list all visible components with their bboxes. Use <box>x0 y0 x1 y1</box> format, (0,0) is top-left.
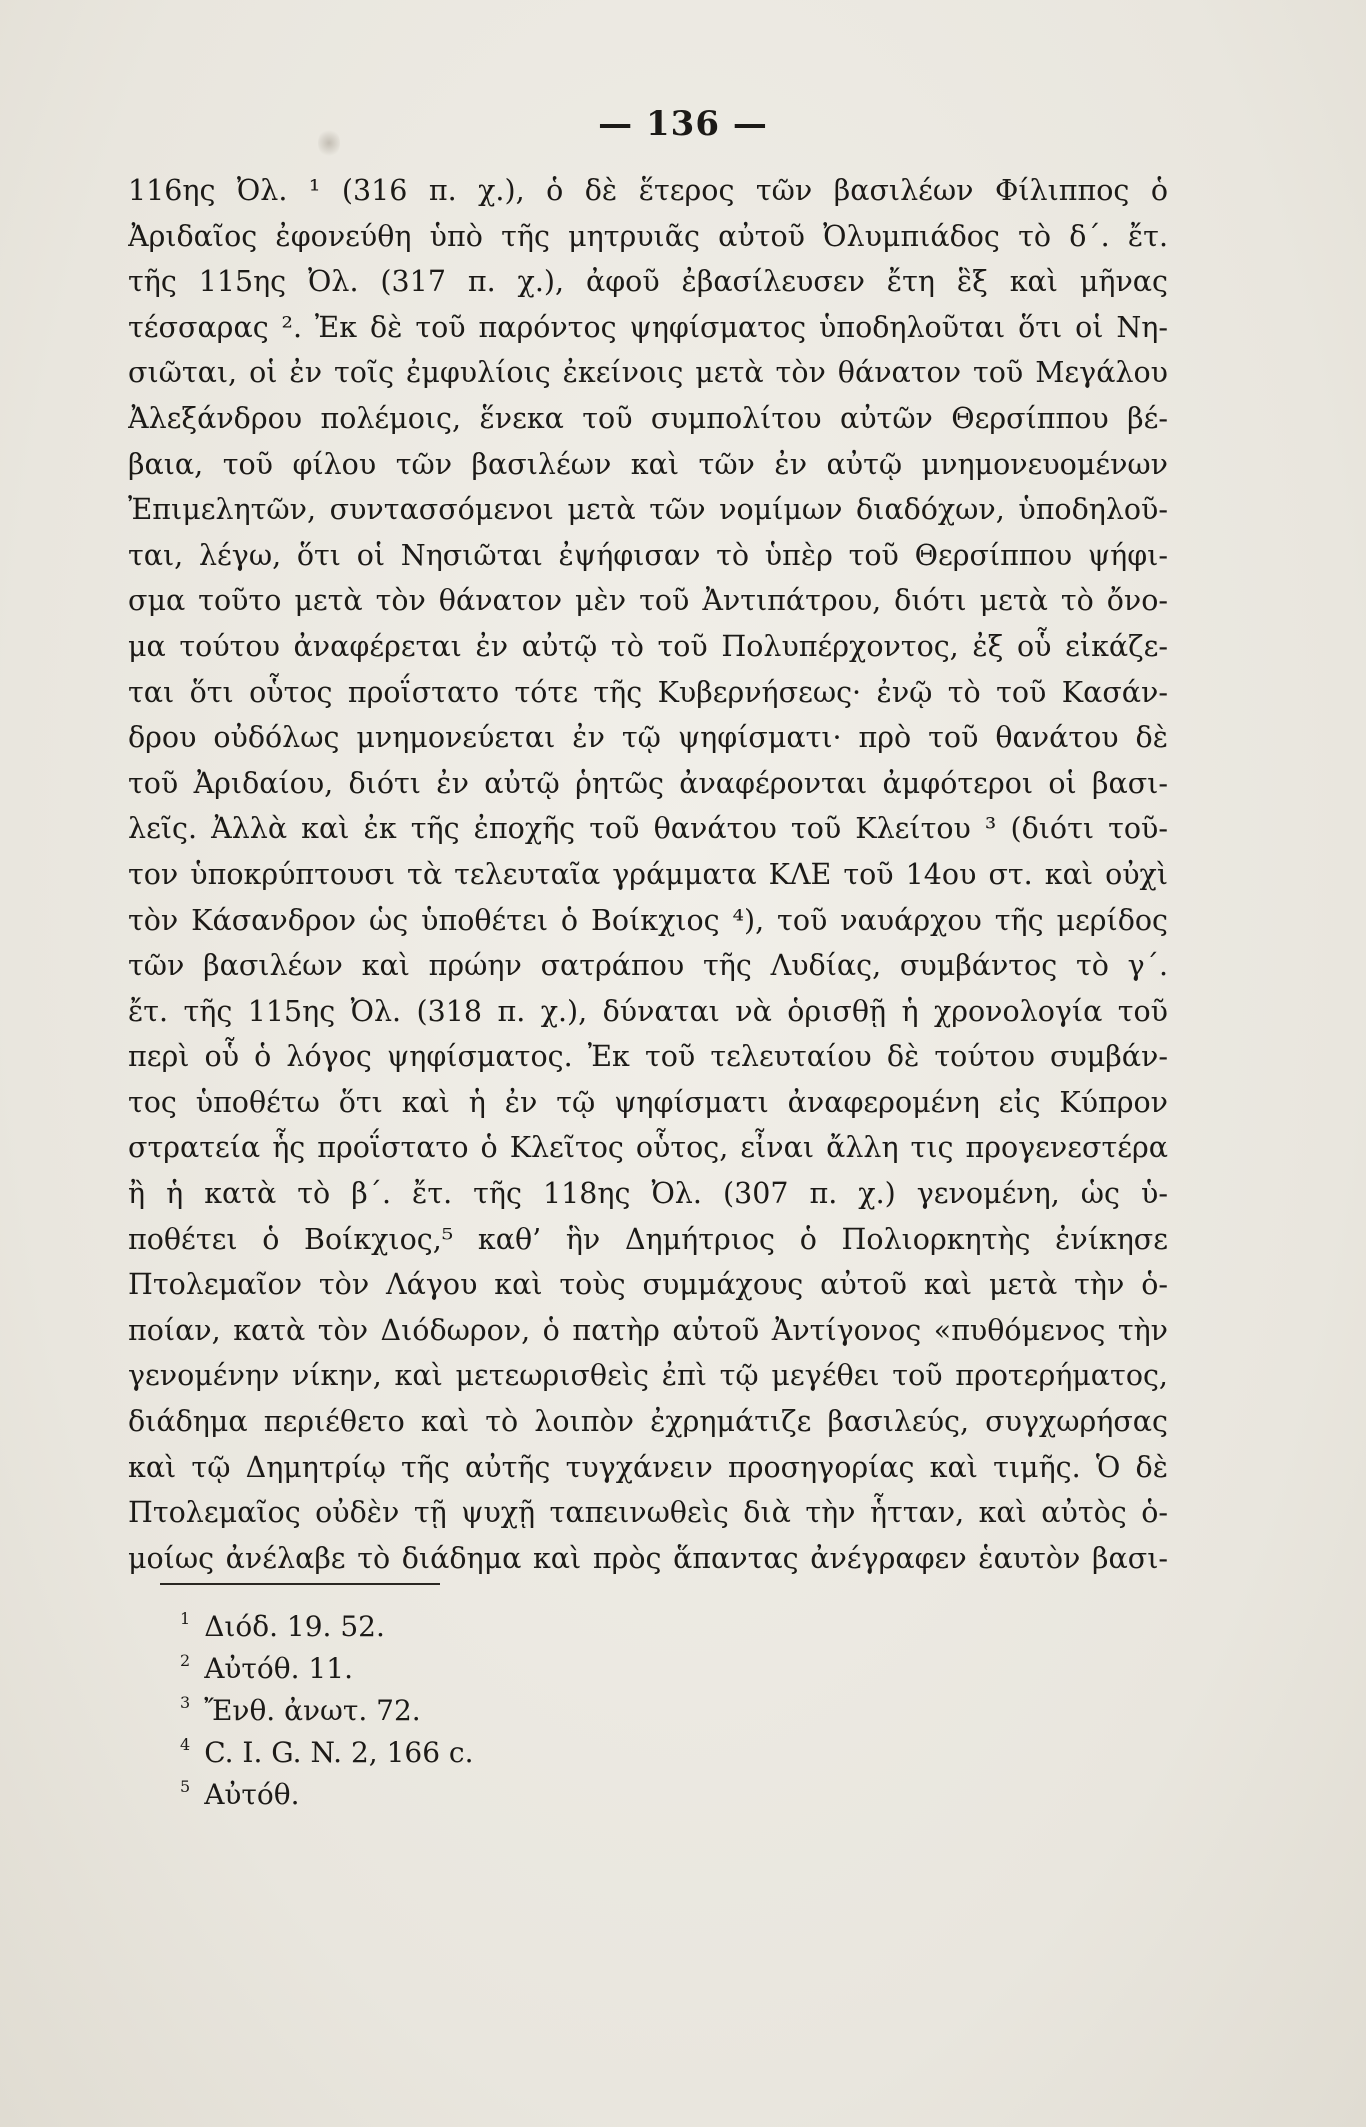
text-line: σμα τοῦτο μετὰ τὸν θάνατον μὲν τοῦ Ἀντιπάτρου, διότι μετὰ τὸ ὄνο- <box>128 584 1168 618</box>
footnote-mark: 4 <box>180 1735 191 1754</box>
text-line: Πτολεμαῖος οὐδὲν τῇ ψυχῇ ταπεινωθεὶς διὰ τὴν ἧτταν, καὶ αὐτὸς ὁ- <box>128 1496 1168 1530</box>
text-line: καὶ τῷ Δημητρίῳ τῆς αὐτῆς τυγχάνειν προσηγορίας καὶ τιμῆς. Ὁ δὲ <box>128 1450 1168 1484</box>
text-line: Ἀριδαῖος ἐφονεύθη ὑπὸ τῆς μητρυιᾶς αὐτοῦ Ὀλυμπιάδος τὸ δ΄. ἔτ. <box>128 219 1168 253</box>
footnote-text: C. I. G. N. 2, 166 c. <box>204 1736 474 1769</box>
text-line: Πτολεμαῖον τὸν Λάγου καὶ τοὺς συμμάχους αὐτοῦ καὶ μετὰ τὴν ὁ- <box>128 1268 1168 1302</box>
text-line: διάδημα περιέθετο καὶ τὸ λοιπὸν ἐχρημάτιζε βασιλεύς, συγχωρήσας <box>128 1405 1168 1439</box>
text-line: Ἐπιμελητῶν, συντασσόμενοι μετὰ τῶν νομίμων διαδόχων, ὑποδηλοῦ- <box>128 493 1168 527</box>
footnote-mark: 1 <box>180 1609 191 1628</box>
text-line: ποθέτει ὁ Βοίκχιος,⁵ καθ’ ἣν Δημήτριος ὁ Πολιορκητὴς ἐνίκησε <box>128 1222 1168 1256</box>
text-line: γενομένην νίκην, καὶ μετεωρισθεὶς ἐπὶ τῷ μεγέθει τοῦ προτερήματος, <box>128 1359 1168 1393</box>
footnote <box>180 1598 780 1643</box>
footnote <box>180 1724 780 1769</box>
text-line: τῆς 115ης Ὀλ. (317 π. χ.), ἀφοῦ ἐβασίλευσεν ἔτη ἓξ καὶ μῆνας <box>128 265 1168 299</box>
text-line: ται, λέγω, ὅτι οἱ Νησιῶται ἐψήφισαν τὸ ὑπὲρ τοῦ Θερσίππου ψήφι- <box>128 538 1168 572</box>
footnote <box>180 1682 780 1727</box>
footnote-mark: 2 <box>180 1651 191 1670</box>
text-line: μοίως ἀνέλαβε τὸ διάδημα καὶ πρὸς ἅπαντας ἀνέγραφεν ἑαυτὸν βασι- <box>128 1541 1168 1575</box>
text-line: σιῶται, οἱ ἐν τοῖς ἐμφυλίοις ἐκείνοις μετὰ τὸν θάνατον τοῦ Μεγάλου <box>128 356 1168 390</box>
footnote-text: Αὐτόθ. <box>204 1778 300 1811</box>
text-line: λεῖς. Ἀλλὰ καὶ ἐκ τῆς ἐποχῆς τοῦ θανάτου τοῦ Κλείτου ³ (διότι τοῦ- <box>128 812 1168 846</box>
text-line: τον ὑποκρύπτουσι τὰ τελευταῖα γράμματα ΚΛΕ τοῦ 14ου στ. καὶ οὐχὶ <box>128 857 1168 891</box>
footnote <box>180 1766 780 1811</box>
text-line: ἢ ἡ κατὰ τὸ β΄. ἔτ. τῆς 118ης Ὀλ. (307 π. χ.) γενομένη, ὡς ὑ- <box>128 1177 1168 1211</box>
footnote-text: Διόδ. 19. 52. <box>204 1610 385 1643</box>
page-number: — 136 — <box>598 104 768 144</box>
text-line: Ἀλεξάνδρου πολέμοις, ἕνεκα τοῦ συμπολίτου αὐτῶν Θερσίππου βέ- <box>128 401 1168 435</box>
text-line: τῶν βασιλέων καὶ πρώην σατράπου τῆς Λυδίας, συμβάντος τὸ γ΄. <box>128 949 1168 983</box>
text-line: τος ὑποθέτω ὅτι καὶ ἡ ἐν τῷ ψηφίσματι ἀναφερομένη εἰς Κύπρον <box>128 1085 1168 1119</box>
text-line: ποίαν, κατὰ τὸν Διόδωρον, ὁ πατὴρ αὐτοῦ Ἀντίγονος «πυθόμενος τὴν <box>128 1313 1168 1347</box>
text-line: τέσσαρας ². Ἐκ δὲ τοῦ παρόντος ψηφίσματος ὑποδηλοῦται ὅτι οἱ Νη- <box>128 310 1168 344</box>
text-line: μα τούτου ἀναφέρεται ἐν αὐτῷ τὸ τοῦ Πολυπέρχοντος, ἐξ οὗ εἰκάζε- <box>128 629 1168 663</box>
footnote-divider <box>160 1583 440 1585</box>
footnote-mark: 5 <box>180 1777 191 1796</box>
text-line: ἔτ. τῆς 115ης Ὀλ. (318 π. χ.), δύναται νὰ ὁρισθῇ ἡ χρονολογία τοῦ <box>128 994 1168 1028</box>
footnote-text: Ἔνθ. ἀνωτ. 72. <box>204 1694 421 1727</box>
text-line: τὸν Κάσανδρον ὡς ὑποθέτει ὁ Βοίκχιος ⁴), τοῦ ναυάρχου τῆς μερίδος <box>128 903 1168 937</box>
footnote-text: Αὐτόθ. 11. <box>204 1652 353 1685</box>
text-line: δρου οὐδόλως μνημονεύεται ἐν τῷ ψηφίσματι· πρὸ τοῦ θανάτου δὲ <box>128 721 1168 755</box>
body-text <box>128 168 1168 1581</box>
text-line: περὶ οὗ ὁ λόγος ψηφίσματος. Ἐκ τοῦ τελευταίου δὲ τούτου συμβάν- <box>128 1040 1168 1074</box>
footnote-mark: 3 <box>180 1693 191 1712</box>
footnote <box>180 1640 780 1685</box>
text-line: ται ὅτι οὗτος προΐστατο τότε τῆς Κυβερνήσεως· ἐνῷ τὸ τοῦ Κασάν- <box>128 675 1168 709</box>
text-line: στρατεία ἧς προΐστατο ὁ Κλεῖτος οὗτος, εἶναι ἄλλη τις προγενεστέρα <box>128 1131 1168 1165</box>
text-line: 116ης Ὀλ. ¹ (316 π. χ.), ὁ δὲ ἕτερος τῶν βασιλέων Φίλιππος ὁ <box>128 174 1168 207</box>
text-line: βαια, τοῦ φίλου τῶν βασιλέων καὶ τῶν ἐν αὐτῷ μνημονευομένων <box>128 447 1168 481</box>
text-line: τοῦ Ἀριδαίου, διότι ἐν αὐτῷ ῥητῶς ἀναφέρονται ἀμφότεροι οἱ βασι- <box>128 766 1168 800</box>
footnotes <box>180 1598 780 1811</box>
